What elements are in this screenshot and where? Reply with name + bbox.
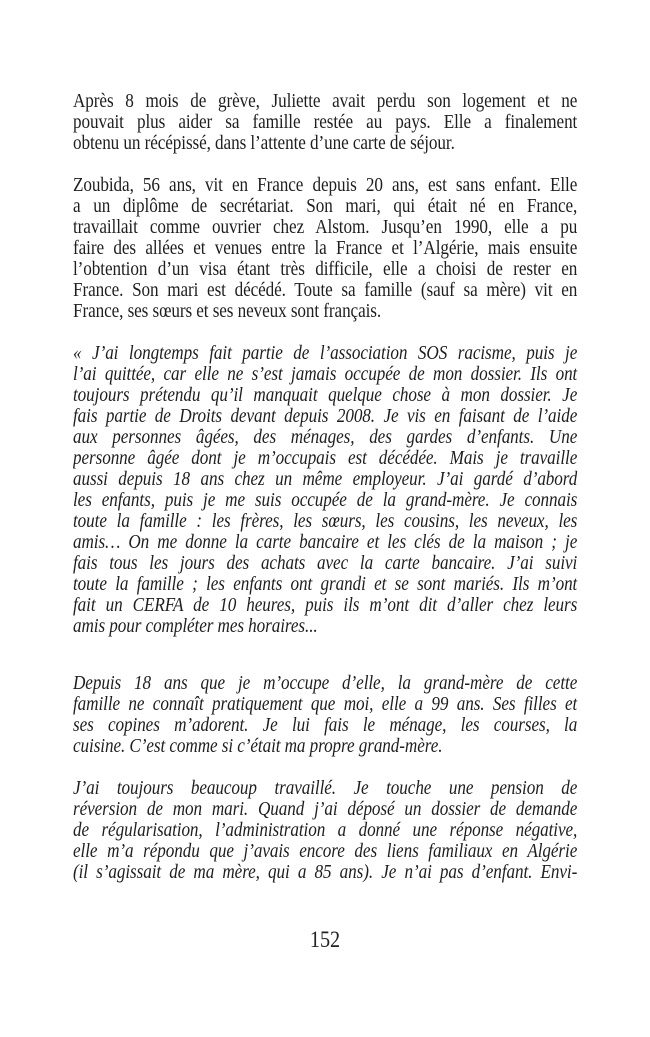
text-line: famille ne connaît pratiquement que moi, elle a 99 ans. Ses filles et — [73, 694, 578, 715]
text-line: obtenu un récépissé, dans l’attente d’une carte de séjour. — [73, 133, 455, 154]
text-line: les enfants, puis je me suis occupée de la grand-mère. Je connais — [73, 490, 578, 511]
text-line: France. Son mari est décédé. Toute sa famille (sauf sa mère) vit en — [73, 280, 578, 301]
text-line: Depuis 18 ans que je m’occupe d’elle, la grand-mère de cette — [73, 673, 578, 694]
text-line: fais tous les jours des achats avec la carte bancaire. J’ai suivi — [73, 553, 578, 574]
page-footer — [39, 928, 611, 952]
text-line: personne âgée dont je m’occupais est décédée. Mais je travaille — [73, 448, 578, 469]
text-column — [73, 91, 577, 904]
text-line: toute la famille : les frères, les sœurs, les cousins, les neveux, les — [73, 511, 578, 532]
text-line: cuisine. C’est comme si c’était ma propre grand-mère. — [73, 736, 443, 757]
text-line: aussi depuis 18 ans chez un même employeur. J’ai gardé d’abord — [73, 469, 578, 490]
text-line: France, ses sœurs et ses neveux sont français. — [73, 301, 382, 322]
text-line: travaillait comme ouvrier chez Alstom. Jusqu’en 1990, elle a pu — [73, 217, 578, 238]
text-line: réversion de mon mari. Quand j’ai déposé un dossier de demande — [73, 799, 578, 820]
text-line: aux personnes âgées, des ménages, des gardes d’enfants. Une — [73, 427, 578, 448]
text-line: toujours prétendu qu’il manquait quelque chose à mon dossier. Je — [73, 385, 578, 406]
text-line: fais partie de Droits devant depuis 2008. Je vis en faisant de l’aide — [73, 406, 578, 427]
text-line: a un diplôme de secrétariat. Son mari, qui était né en France, — [73, 196, 578, 217]
text-line: pouvait plus aider sa famille restée au pays. Elle a finalement — [73, 112, 578, 133]
text-line: elle m’a répondu que j’avais encore des liens familiaux en Algérie — [73, 841, 578, 862]
text-line: l’ai quittée, car elle ne s’est jamais occupée de mon dossier. Ils ont — [73, 364, 578, 385]
text-line: amis… On me donne la carte bancaire et les clés de la maison ; je — [73, 532, 578, 553]
text-line: de régularisation, l’administration a donné une réponse négative, — [73, 820, 578, 841]
paragraph — [73, 175, 577, 322]
text-line: amis pour compléter mes horaires... — [73, 616, 318, 637]
text-line: ses copines m’adorent. Je lui fais le ménage, les courses, la — [73, 715, 578, 736]
text-line: « J’ai longtemps fait partie de l’association SOS racisme, puis je — [73, 343, 578, 364]
page-number: 152 — [309, 927, 341, 952]
text-line: (il s’agissait de ma mère, qui a 85 ans). Je n’ai pas d’enfant. Envi- — [73, 862, 578, 883]
text-line: Zoubida, 56 ans, vit en France depuis 20 ans, est sans enfant. Elle — [73, 175, 578, 196]
paragraph — [73, 343, 577, 637]
paragraph — [73, 91, 577, 154]
text-line: fait un CERFA de 10 heures, puis ils m’ont dit d’aller chez leurs — [73, 595, 578, 616]
text-line: faire des allées et venues entre la France et l’Algérie, mais ensuite — [73, 238, 578, 259]
text-line: J’ai toujours beaucoup travaillé. Je touche une pension de — [73, 778, 578, 799]
text-line: toute la famille ; les enfants ont grandi et se sont mariés. Ils m’ont — [73, 574, 578, 595]
text-line: l’obtention d’un visa étant très difficile, elle a choisi de rester en — [73, 259, 578, 280]
text-line: Après 8 mois de grève, Juliette avait perdu son logement et ne — [73, 91, 578, 112]
paragraph — [73, 673, 577, 757]
paragraph — [73, 778, 577, 883]
